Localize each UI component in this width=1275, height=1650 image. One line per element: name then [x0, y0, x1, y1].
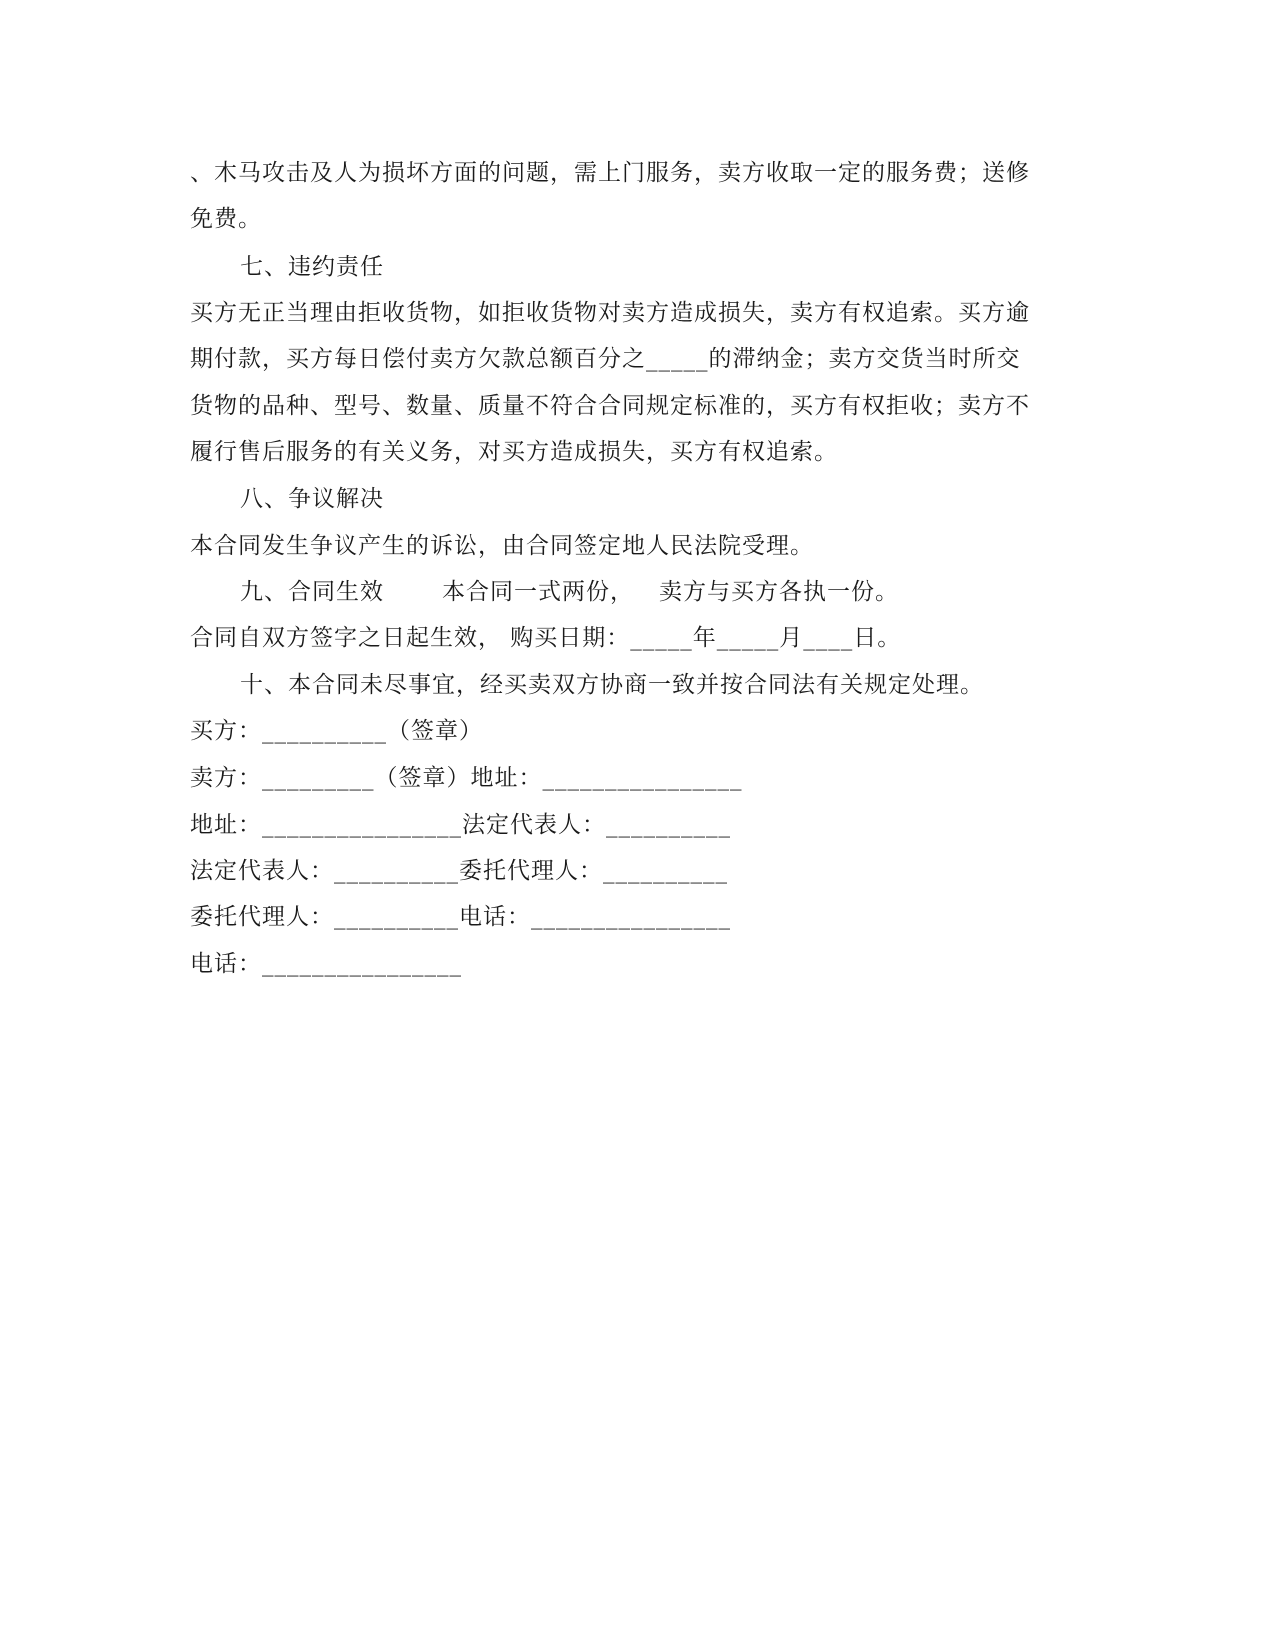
- paragraph-line: 免费。: [190, 206, 262, 232]
- paragraph-line: 货物的品种、型号、数量、质量不符合合同规定标准的，买方有权拒收；卖方不: [190, 393, 1030, 419]
- effective-date-line: 合同自双方签字之日起生效， 购买日期：_____年_____月____日。: [190, 625, 902, 651]
- buyer-signature-line: 买方：__________（签章）: [190, 718, 483, 744]
- paragraph-line: 履行售后服务的有关义务，对买方造成损失，买方有权追索。: [190, 439, 838, 465]
- section-heading-9: [240, 577, 1120, 607]
- paragraph-line: 本合同发生争议产生的诉讼，由合同签定地人民法院受理。: [190, 533, 814, 559]
- legal-rep-line: 法定代表人：__________委托代理人：__________: [190, 858, 728, 884]
- section-heading-8: 八、争议解决: [240, 486, 384, 512]
- paragraph-line: 买方无正当理由拒收货物，如拒收货物对卖方造成损失，卖方有权追索。买方逾: [190, 300, 1030, 326]
- clause9-copies: 本合同一式两份，: [442, 579, 634, 605]
- section-heading-10: 十、本合同未尽事宜，经买卖双方协商一致并按合同法有关规定处理。: [240, 672, 984, 698]
- paragraph-line: 期付款，买方每日偿付卖方欠款总额百分之_____的滞纳金；卖方交货当时所交: [190, 346, 1021, 372]
- clause9-title: 九、合同生效: [240, 579, 384, 605]
- section-heading-7: 七、违约责任: [240, 254, 384, 280]
- paragraph-line: 、木马攻击及人为损坏方面的问题，需上门服务，卖方收取一定的服务费；送修: [190, 160, 1030, 186]
- clause9-holders: 卖方与买方各执一份。: [659, 579, 899, 605]
- phone-line: 电话：________________: [190, 951, 462, 977]
- address-line: 地址：________________法定代表人：__________: [190, 812, 731, 838]
- agent-line: 委托代理人：__________电话：________________: [190, 904, 731, 930]
- seller-signature-line: 卖方：_________（签章）地址：________________: [190, 765, 743, 791]
